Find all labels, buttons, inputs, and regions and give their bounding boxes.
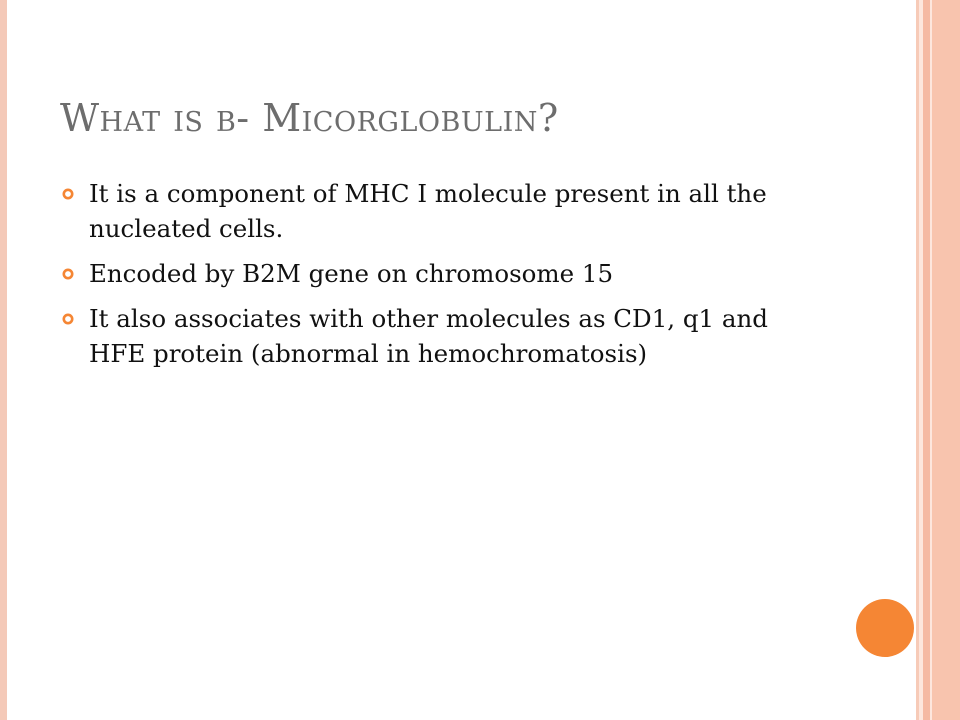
slide-title: What is b- Micorglobulin? xyxy=(60,96,559,140)
orange-circle-decoration xyxy=(856,599,914,657)
bullet-item xyxy=(62,176,802,246)
right-decoration xyxy=(916,0,960,720)
deco-stripe xyxy=(923,0,930,720)
bullet-text: It is a component of MHC I molecule present in all the nucleated cells. xyxy=(89,179,767,243)
left-border xyxy=(0,0,7,720)
bullet-list xyxy=(62,176,802,381)
deco-stripe xyxy=(932,0,960,720)
bullet-text: Encoded by B2M gene on chromosome 15 xyxy=(89,259,614,288)
bullet-text: It also associates with other molecules as CD1, q1 and HFE protein (abnormal in hemochromatosis) xyxy=(89,304,768,368)
bullet-item xyxy=(62,301,802,371)
bullet-item xyxy=(62,256,802,291)
ring-bullet-icon xyxy=(62,313,74,325)
ring-bullet-icon xyxy=(62,268,74,280)
ring-bullet-icon xyxy=(62,188,74,200)
